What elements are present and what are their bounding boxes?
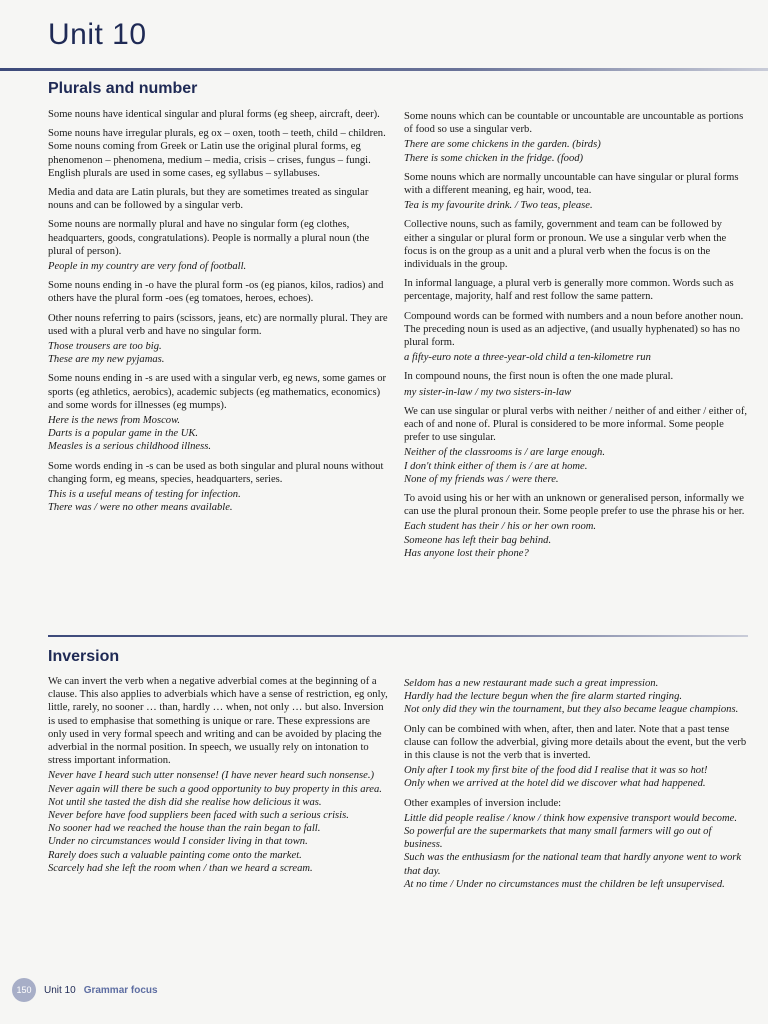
- example-sentence: So powerful are the supermarkets that many small farmers will go out of business.: [404, 826, 712, 851]
- example-sentence: Each student has their / his or her own room.: [404, 521, 597, 533]
- example-sentence: Not until she tasted the dish did she realise how delicious it was.: [48, 796, 322, 808]
- example-sentence: Neither of the classrooms is / are large enough.: [404, 447, 605, 459]
- rule-paragraph: Some words ending in -s can be used as both singular and plural nouns without changing form, eg means, species, headquarters, series.: [48, 460, 384, 485]
- example-sentence: Not only did they win the tournament, but they also became league champions.: [404, 704, 739, 716]
- example-sentence: At no time / Under no circumstances must the children be left unsupervised.: [404, 878, 725, 890]
- section-divider: [48, 635, 748, 637]
- plurals-right-column: [404, 110, 748, 560]
- example-sentence: Little did people realise / know / think how expensive transport would become.: [404, 812, 737, 824]
- example-sentence: Someone has left their bag behind.: [404, 534, 552, 546]
- example-sentence: a fifty-euro note a three-year-old child a ten-kilometre run: [404, 352, 651, 364]
- rule-paragraph: In compound nouns, the first noun is often the one made plural.: [404, 371, 674, 383]
- example-sentence: Only when we arrived at the hotel did we discover what had happened.: [404, 778, 706, 790]
- example-sentence: Never have I heard such utter nonsense! (I have never heard such nonsense.): [48, 770, 375, 782]
- example-sentence: I don't think either of them is / are at home.: [404, 460, 588, 472]
- rule-paragraph: Collective nouns, such as family, government and team can be followed by either a singular or plural form or pronoun. We use a singular verb when the focus is on the group as a unit and a plural verb when the focus is on the individuals in the group.: [404, 219, 727, 271]
- rule-paragraph: Only can be combined with when, after, then and later. Note that a past tense clause can follow the adverbial, giving more details about the event, but the verb in this clause is not the verb that is inverted.: [404, 723, 747, 762]
- footer-unit-label: Unit 10: [44, 984, 76, 996]
- example-sentence: There are some chickens in the garden. (birds): [404, 139, 601, 151]
- rule-paragraph: Some nouns which can be countable or uncountable are uncountable as portions of food so use a singular verb.: [404, 111, 744, 136]
- rule-paragraph: To avoid using his or her with an unknown or generalised person, informally we can use the plural pronoun their. Some people prefer to use the phrase his or her.: [404, 493, 745, 518]
- example-sentence: Never again will there be such a good opportunity to buy property in this area.: [48, 783, 382, 795]
- inversion-right-column: [404, 677, 748, 891]
- example-sentence: Never before have food suppliers been faced with such a serious crisis.: [48, 810, 349, 822]
- example-sentence: Here is the news from Moscow.: [48, 415, 181, 427]
- unit-title: Unit 10: [48, 18, 147, 51]
- example-sentence: my sister-in-law / my two sisters-in-law: [404, 386, 572, 398]
- rule-paragraph: Compound words can be formed with numbers and a noun before another noun. The preceding noun is used as an adjective, (and usually hyphenated) so has no plural form.: [404, 310, 744, 349]
- rule-paragraph: We can use singular or plural verbs with neither / neither of and either / either of, each of and none of. Plural is considered to be more informal. Some people prefer to use singular.: [404, 405, 748, 444]
- rule-paragraph: Other examples of inversion include:: [404, 797, 562, 809]
- example-sentence: Under no circumstances would I consider living in that town.: [48, 836, 308, 848]
- page-footer: [12, 978, 158, 1002]
- plurals-left-column: [48, 108, 388, 514]
- example-sentence: These are my new pyjamas.: [48, 354, 165, 366]
- section-title-plurals: Plurals and number: [48, 80, 198, 97]
- rule-paragraph: Some nouns have irregular plurals, eg ox – oxen, tooth – teeth, child – children. Some nouns coming from Greek or Latin use the original plural forms, eg phenomenon – phenomena, medium – media, crisis – crises, fungus – fungi. English plurals are used in some cases, eg syllabus – syllabuses.: [48, 128, 386, 179]
- rule-paragraph: Media and data are Latin plurals, but they are sometimes treated as singular nouns and can be followed by a singular verb.: [48, 187, 369, 212]
- rule-paragraph: Other nouns referring to pairs (scissors, jeans, etc) are normally plural. They are used with a plural verb and have no singular form.: [48, 312, 388, 337]
- inversion-left-column: [48, 675, 388, 875]
- example-sentence: Has anyone lost their phone?: [404, 547, 529, 559]
- example-sentence: Only after I took my first bite of the food did I realise that it was so hot!: [404, 765, 708, 777]
- rule-paragraph: Some nouns ending in -s are used with a singular verb, eg news, some games or sports (eg athletics, aerobics), academic subjects (eg mathematics, economics) and some words for illnesses (eg mumps).: [48, 373, 387, 411]
- rule-paragraph: Some nouns have identical singular and plural forms (eg sheep, aircraft, deer).: [48, 109, 380, 120]
- example-sentence: Those trousers are too big.: [48, 341, 162, 353]
- example-sentence: Rarely does such a valuable painting come onto the market.: [48, 849, 302, 861]
- example-sentence: Seldom has a new restaurant made such a great impression.: [404, 678, 659, 689]
- example-sentence: Measles is a serious childhood illness.: [48, 441, 212, 453]
- example-sentence: Scarcely had she left the room when / than we heard a scream.: [48, 862, 313, 874]
- section-title-inversion: Inversion: [48, 648, 120, 665]
- example-sentence: No sooner had we reached the house than the rain began to fall.: [48, 823, 321, 835]
- example-sentence: There is some chicken in the fridge. (food): [404, 152, 584, 164]
- rule-paragraph: In informal language, a plural verb is generally more common. Words such as percentage, majority, half and rest follow the same pattern.: [404, 278, 734, 303]
- footer-focus-label: Grammar focus: [83, 984, 158, 996]
- example-sentence: Tea is my favourite drink. / Two teas, please.: [404, 200, 593, 212]
- example-sentence: This is a useful means of testing for infection.: [48, 489, 241, 501]
- header-rule: [0, 68, 768, 71]
- rule-paragraph: Some nouns ending in -o have the plural form -os (eg pianos, kilos, radios) and others have the plural form -oes (eg tomatoes, heroes, echoes).: [48, 280, 384, 305]
- page-number: 150: [12, 978, 36, 1002]
- example-sentence: Darts is a popular game in the UK.: [48, 428, 199, 440]
- example-sentence: People in my country are very fond of football.: [48, 261, 247, 273]
- rule-paragraph: Some nouns are normally plural and have no singular form (eg clothes, headquarters, goods, congratulations). People is normally a plural noun (the plural of person).: [48, 219, 370, 257]
- rule-paragraph: Some nouns which are normally uncountable can have singular or plural forms with a different meaning, eg hair, wood, tea.: [404, 171, 739, 197]
- example-sentence: Hardly had the lecture begun when the fire alarm started ringing.: [404, 691, 683, 703]
- example-sentence: Such was the enthusiasm for the national team that hardly anyone went to work that day.: [404, 852, 742, 877]
- example-sentence: None of my friends was / were there.: [404, 473, 559, 485]
- example-sentence: There was / were no other means available.: [48, 502, 233, 514]
- rule-paragraph: We can invert the verb when a negative adverbial comes at the beginning of a clause. This also applies to adverbials which have a sense of restriction, eg only, little, rarely, no sooner … than, hardly … when, not only … but also. Inversion is used to emphasise that something is unique or rare. These expressions are only used in very formal speech and writing and can be avoided by placing the adverbial in the normal position. In speech, we usually rely on intonation to stress important information.: [48, 676, 388, 767]
